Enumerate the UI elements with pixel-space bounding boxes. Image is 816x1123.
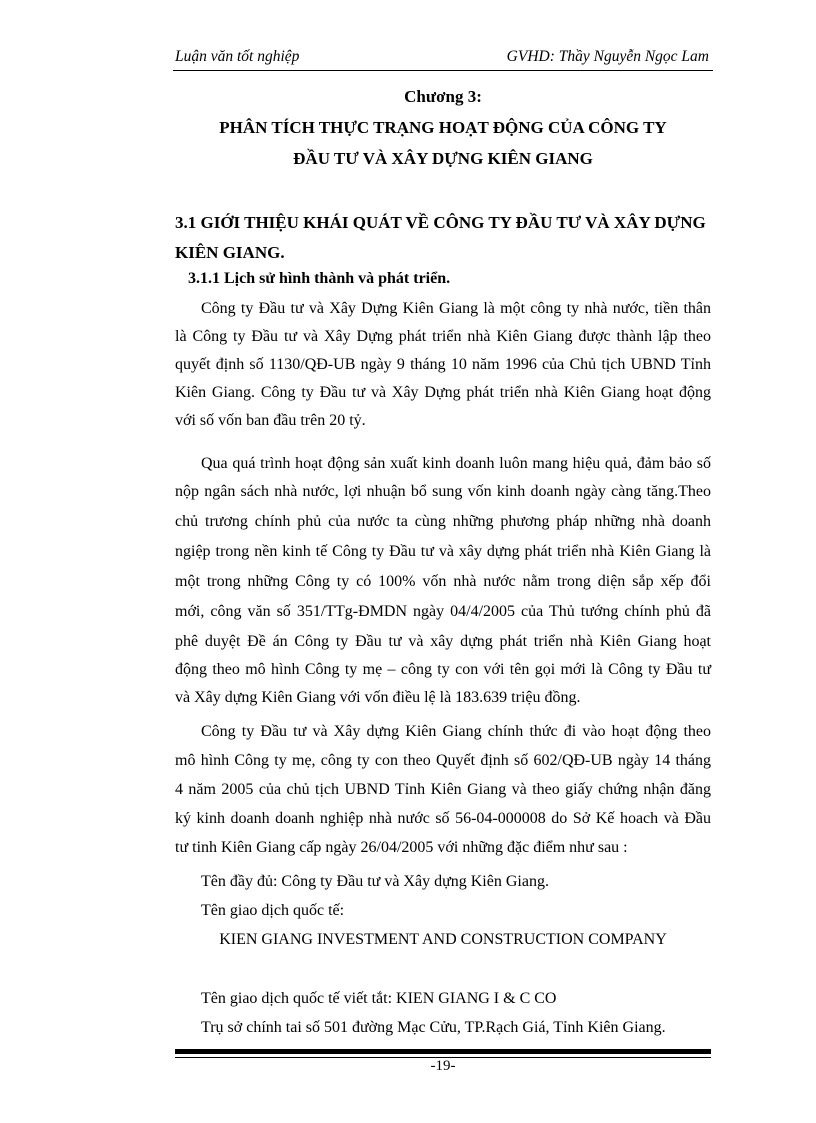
paragraph-2-line: phê duyệt Đề án Công ty Đầu tư và xây dựng phát triển nhà Kiên Giang hoạt bbox=[175, 633, 711, 650]
paragraph-2-line: động theo mô hình Công ty mẹ – công ty con với tên gọi mới là Công ty Đầu tư bbox=[175, 661, 711, 678]
paragraph-3-line: tư tinh Kiên Giang cấp ngày 26/04/2005 với những đặc điểm như sau : bbox=[175, 839, 628, 856]
paragraph-1-line: với số vốn ban đầu trên 20 tỷ. bbox=[175, 412, 366, 429]
paragraph-1-line: Công ty Đầu tư và Xây Dựng Kiên Giang là một công ty nhà nước, tiền thân bbox=[201, 300, 711, 317]
paragraph-1-line: quyết định số 1130/QĐ-UB ngày 9 tháng 10 năm 1996 của Chủ tịch UBND Tỉnh bbox=[175, 356, 711, 373]
company-full-name: Tên đầy đủ: Công ty Đầu tư và Xây dựng Kiên Giang. bbox=[201, 873, 549, 890]
paragraph-3-line: 4 năm 2005 của chủ tịch UBND Tỉnh Kiên Giang và theo giấy chứng nhận đăng bbox=[175, 781, 711, 798]
page-header bbox=[175, 48, 711, 70]
head-office-address: Trụ sở chính tai số 501 đường Mạc Cửu, TP.Rạch Giá, Tỉnh Kiên Giang. bbox=[201, 1019, 666, 1036]
paragraph-2-line: mới, công văn số 351/TTg-ĐMDN ngày 04/4/2005 của Thủ tướng chính phủ đã bbox=[175, 603, 711, 620]
header-thesis-label: Luận văn tốt nghiệp bbox=[175, 48, 300, 65]
paragraph-1-line: là Công ty Đầu tư và Xây Dựng phát triển nhà Kiên Giang được thành lập theo bbox=[175, 328, 711, 345]
section-title-line-2: KIÊN GIANG. bbox=[175, 243, 285, 262]
paragraph-2-line: ngiệp trong nền kinh tế Công ty Đầu tư và xây dựng phát triển nhà Kiên Giang là bbox=[175, 543, 711, 560]
header-advisor: GVHD: Thầy Nguyễn Ngọc Lam bbox=[506, 48, 709, 65]
section-title-line-1: 3.1 GIỚI THIỆU KHÁI QUÁT VỀ CÔNG TY ĐẦU TƯ VÀ XÂY DỰNG bbox=[175, 213, 706, 232]
intl-name-label: Tên giao dịch quốc tế: bbox=[201, 902, 345, 919]
paragraph-2-line: một trong những Công ty có 100% vốn nhà nước nằm trong diện sắp xếp đổi bbox=[175, 573, 711, 590]
paragraph-1-line: Kiên Giang. Công ty Đầu tư và Xây Dựng phát triển nhà Kiên Giang hoạt động bbox=[175, 384, 711, 401]
paragraph-2-line: nộp ngân sách nhà nước, lợi nhuận bổ sung vốn kinh doanh ngày càng tăng.Theo bbox=[175, 483, 711, 500]
chapter-number: Chương 3: bbox=[404, 87, 482, 106]
footer-rule-thick bbox=[175, 1049, 711, 1054]
intl-name: KIEN GIANG INVESTMENT AND CONSTRUCTION COMPANY bbox=[219, 931, 667, 948]
header-rule bbox=[173, 70, 713, 71]
intl-abbreviation: Tên giao dịch quốc tế viết tắt: KIEN GIANG I & C CO bbox=[201, 990, 557, 1007]
paragraph-3-line: Công ty Đầu tư và Xây dựng Kiên Giang chính thức đi vào hoạt động theo bbox=[201, 723, 711, 740]
paragraph-3-line: mô hình Công ty mẹ, công ty con theo Quyết định số 602/QĐ-UB ngày 14 tháng bbox=[175, 752, 711, 769]
page-number: -19- bbox=[430, 1058, 456, 1074]
chapter-title-line-1: PHÂN TÍCH THỰC TRẠNG HOẠT ĐỘNG CỦA CÔNG TY bbox=[219, 118, 667, 137]
paragraph-3-line: ký kinh doanh doanh nghiệp nhà nước số 56-04-000008 do Sở Kế hoach và Đầu bbox=[175, 810, 711, 827]
chapter-title-line-2: ĐẦU TƯ VÀ XÂY DỰNG KIÊN GIANG bbox=[293, 149, 593, 168]
subsection-title: 3.1.1 Lịch sử hình thành và phát triển. bbox=[188, 270, 451, 287]
paragraph-2-line: Qua quá trình hoạt động sản xuất kinh doanh luôn mang hiệu quả, đảm bảo số bbox=[201, 455, 711, 472]
paragraph-2-line: và Xây dựng Kiên Giang với vốn điều lệ là 183.639 triệu đồng. bbox=[175, 689, 581, 706]
paragraph-2-line: chủ trương chính phủ của nước ta cùng những phương pháp những nhà doanh bbox=[175, 513, 711, 530]
